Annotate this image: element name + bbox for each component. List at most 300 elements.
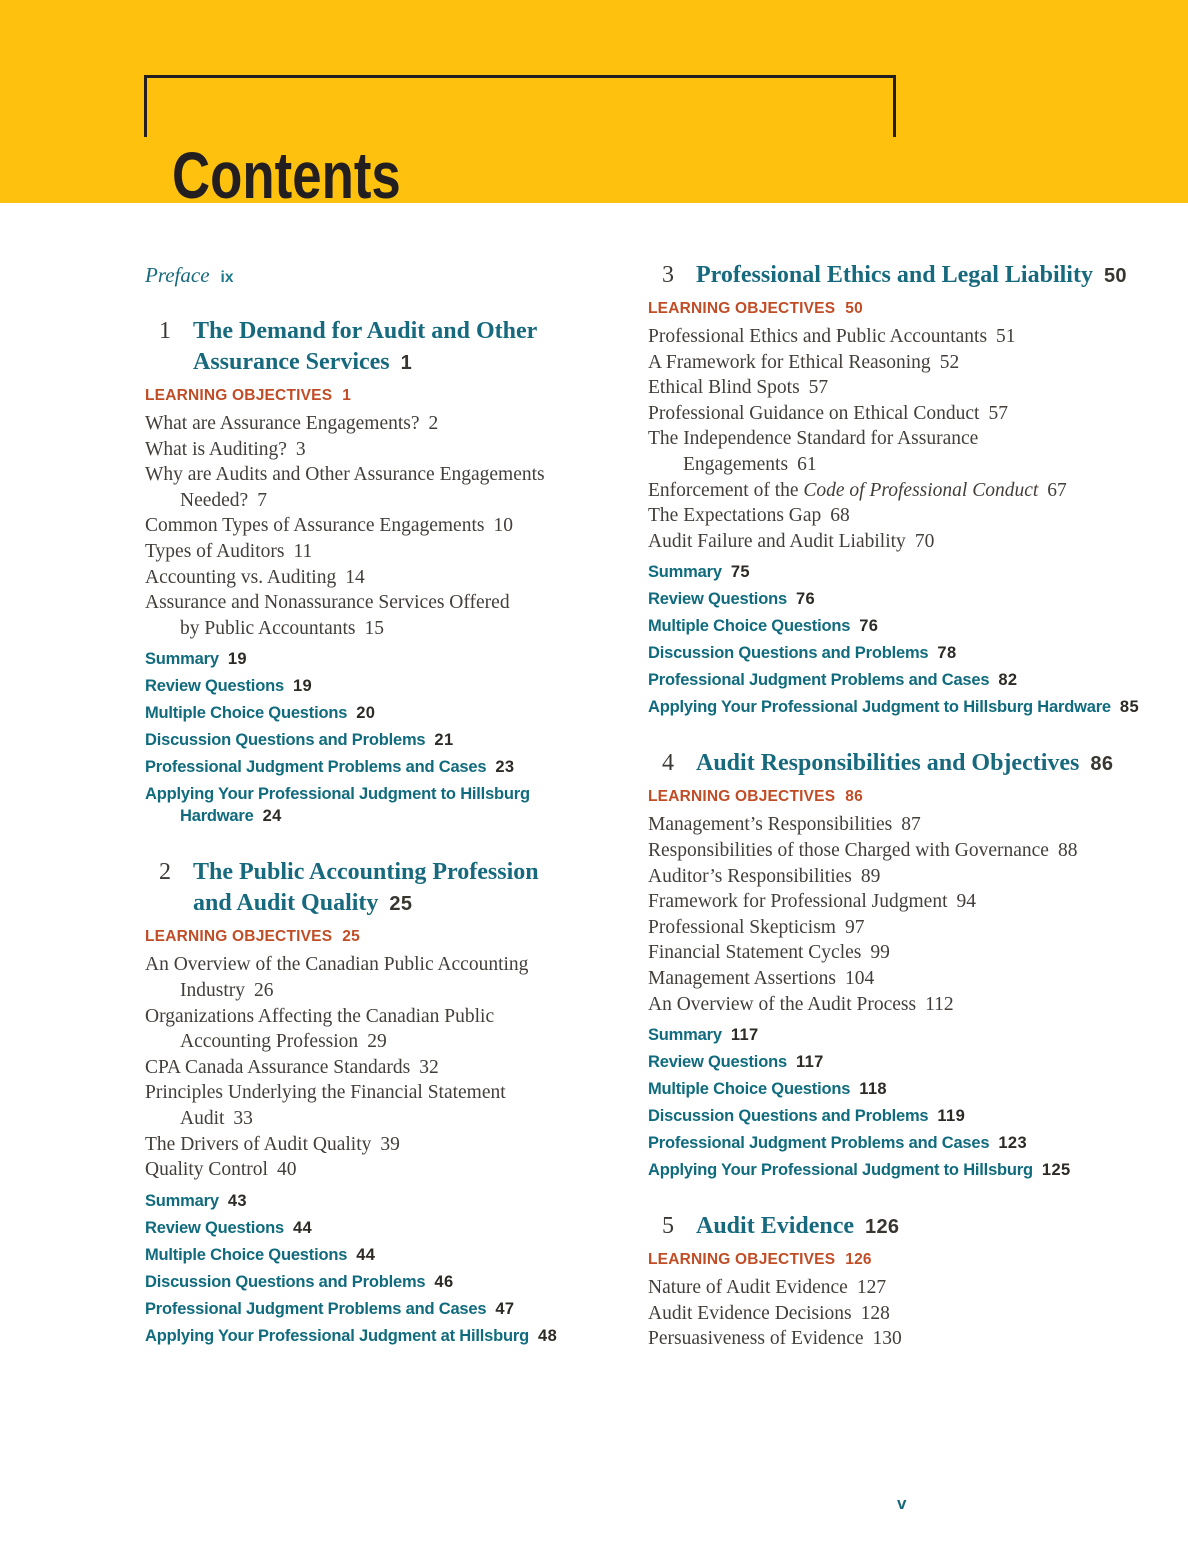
- entry-line: [648, 561, 1140, 583]
- entry-text: Review Questions: [648, 590, 787, 609]
- entry-text: Why are Audits and Other Assurance Engagements: [145, 464, 545, 486]
- entry-line: [145, 1244, 637, 1266]
- entry-text: Audit Failure and Audit Liability: [648, 530, 906, 552]
- entry-line: [648, 1301, 1140, 1327]
- entry-page-number: 130: [872, 1328, 902, 1350]
- entry-text: What is Auditing?: [145, 438, 287, 460]
- entry-line: [648, 503, 1140, 529]
- chapter-title-line: [193, 857, 539, 888]
- toc-column-left: [145, 262, 637, 1352]
- learning-objectives-page: 50: [845, 300, 863, 317]
- entry-page-number: 33: [233, 1107, 253, 1129]
- chapter-title: [696, 748, 1113, 780]
- entry-text: Multiple Choice Questions: [145, 1245, 348, 1264]
- chapter-number: 5: [662, 1213, 674, 1240]
- entry-page-number: 39: [380, 1133, 400, 1155]
- toc-entry: [145, 411, 637, 437]
- entry-page-number: 104: [844, 967, 875, 989]
- chapter-title: [696, 260, 1127, 292]
- chapter-number: 4: [662, 750, 674, 777]
- entry-line: [145, 1080, 637, 1106]
- entry-line: [145, 590, 637, 616]
- toc-entry: [648, 838, 1140, 864]
- entry-text: Hardware: [180, 807, 254, 826]
- entry-line: [145, 648, 637, 670]
- chapter-heading: [648, 1211, 1140, 1243]
- toc-entry: [648, 324, 1140, 350]
- entry-text: Applying Your Professional Judgment to Hillsburg: [145, 785, 530, 804]
- entry-page-number: 128: [860, 1302, 890, 1324]
- end-matter-entry: [648, 1051, 1140, 1073]
- learning-objectives-label: LEARNING OBJECTIVES: [648, 1251, 836, 1269]
- entry-line: [145, 565, 637, 591]
- entry-line: [145, 756, 637, 778]
- toc-entry: [145, 590, 637, 641]
- entry-line: [145, 1106, 637, 1132]
- preface-entry: [145, 262, 637, 291]
- learning-objectives-line: [648, 1250, 1140, 1270]
- entry-text: Framework for Professional Judgment: [648, 891, 948, 913]
- entry-page-number: 76: [795, 590, 816, 609]
- entry-line: [648, 1132, 1140, 1154]
- entry-page-number: 32: [419, 1056, 439, 1078]
- entry-page-number: 29: [367, 1031, 387, 1053]
- entry-page-number: 40: [276, 1159, 297, 1181]
- toc-entry: [648, 889, 1140, 915]
- entry-text: Persuasiveness of Evidence: [648, 1328, 864, 1350]
- entry-line: [648, 1326, 1140, 1352]
- entry-text: Review Questions: [145, 677, 284, 696]
- end-matter-entry: [145, 1244, 637, 1266]
- chapter-title-text: The Demand for Audit and Other: [193, 318, 538, 344]
- entry-text: Audit: [180, 1107, 225, 1129]
- entry-text: Assurance and Nonassurance Services Offered: [145, 592, 510, 614]
- entry-line: [145, 675, 637, 697]
- toc-entry: [648, 426, 1140, 477]
- entry-line: [145, 411, 637, 437]
- entry-line: [648, 1078, 1140, 1100]
- toc-entry: [145, 1004, 637, 1055]
- toc-entry: [145, 1055, 637, 1081]
- entry-line: [145, 513, 637, 539]
- learning-objectives-page: 25: [342, 928, 360, 946]
- entry-line: [145, 1055, 637, 1081]
- end-matter-entry: [145, 1325, 637, 1347]
- entry-text: What are Assurance Engagements?: [145, 413, 420, 434]
- learning-objectives-page: 86: [845, 788, 863, 806]
- learning-objectives-page: 126: [845, 1251, 872, 1269]
- entry-page-number: 89: [860, 865, 881, 887]
- entry-page-number: 48: [538, 1326, 558, 1345]
- entry-text: Industry: [180, 979, 245, 1001]
- chapter-title-text: Professional Ethics and Legal Liability: [696, 262, 1093, 288]
- entry-text: Discussion Questions and Problems: [145, 731, 426, 750]
- entry-line: [145, 1271, 637, 1293]
- entry-text: Accounting vs. Auditing: [145, 566, 337, 588]
- entry-text: The Drivers of Audit Quality: [145, 1133, 372, 1155]
- entry-page-number: 2: [428, 413, 439, 434]
- learning-objectives-page: 1: [342, 387, 352, 404]
- end-matter-entry: [145, 1298, 637, 1320]
- toc-entry: [648, 1275, 1140, 1301]
- toc-entry: [145, 437, 637, 463]
- learning-objectives-label: LEARNING OBJECTIVES: [648, 788, 836, 806]
- entry-text: Audit Evidence Decisions: [648, 1302, 852, 1324]
- chapter-title-line: [193, 347, 537, 379]
- entry-line: [145, 539, 637, 565]
- chapter-title-text: Assurance Services: [193, 349, 390, 375]
- entry-text: Summary: [648, 1026, 722, 1045]
- entry-text: Summary: [648, 563, 722, 582]
- entry-page-number: 11: [293, 540, 313, 562]
- toc-entry: [648, 864, 1140, 890]
- entry-text: Accounting Profession: [180, 1031, 359, 1053]
- end-matter-entry: [648, 1105, 1140, 1127]
- toc-entry: [648, 478, 1140, 504]
- entry-text: Enforcement of the: [648, 479, 804, 501]
- entry-page-number: 46: [434, 1272, 454, 1291]
- entry-text: Financial Statement Cycles: [648, 942, 862, 964]
- entry-text: by Public Accountants: [180, 617, 356, 639]
- chapter-title: [696, 1211, 899, 1243]
- entry-line: [145, 1298, 637, 1320]
- toc-entry: [648, 401, 1140, 427]
- entry-text: Professional Judgment Problems and Cases: [648, 671, 990, 690]
- entry-page-number: 24: [262, 807, 282, 826]
- entry-line: [648, 915, 1140, 941]
- entry-text: Organizations Affecting the Canadian Public: [145, 1005, 495, 1027]
- toc-entry: [145, 513, 637, 539]
- entry-text: A Framework for Ethical Reasoning: [648, 351, 931, 373]
- entry-line: [145, 805, 637, 827]
- chapter-title-text: Audit Evidence: [696, 1213, 855, 1240]
- entry-text: The Expectations Gap: [648, 505, 822, 527]
- page-folio: v: [897, 1494, 907, 1513]
- entry-line: [145, 952, 637, 978]
- toc-entry: [145, 462, 637, 513]
- entry-page-number: 3: [295, 438, 306, 460]
- toc-entry: [145, 1132, 637, 1158]
- toc-entry: [648, 503, 1140, 529]
- chapter-title-line: [193, 316, 537, 347]
- entry-line: [648, 324, 1140, 350]
- toc-entry: [648, 915, 1140, 941]
- entry-page-number: 7: [257, 489, 267, 511]
- learning-objectives-label: LEARNING OBJECTIVES: [145, 387, 333, 404]
- preface-page-number: ix: [220, 269, 234, 286]
- entry-page-number: 99: [870, 942, 890, 964]
- entry-page-number: 125: [1041, 1161, 1071, 1180]
- entry-text: Ethical Blind Spots: [648, 377, 800, 399]
- end-matter-entry: [145, 729, 637, 751]
- entry-page-number: 123: [998, 1134, 1028, 1153]
- entry-page-number: 15: [364, 617, 384, 639]
- chapter-title: [193, 316, 537, 379]
- preface-label: Preface: [145, 263, 210, 287]
- entry-page-number: 44: [356, 1245, 376, 1264]
- entry-text: An Overview of the Canadian Public Accounting: [145, 954, 529, 976]
- entry-line: [648, 696, 1140, 718]
- entry-line: [648, 452, 1140, 478]
- entry-page-number: 14: [345, 566, 365, 588]
- entry-text: Management Assertions: [648, 967, 836, 989]
- learning-objectives-line: [145, 386, 637, 406]
- entry-line: [145, 1029, 637, 1055]
- entry-page-number: 52: [939, 351, 960, 373]
- entry-line: [648, 642, 1140, 664]
- entry-page-number: 61: [797, 453, 817, 475]
- entry-line: [145, 462, 637, 488]
- chapter-page-number: 25: [389, 893, 413, 916]
- chapter-title-text: The Public Accounting Profession: [193, 859, 539, 886]
- toc-entry: [145, 1080, 637, 1131]
- toc-entry: [145, 1157, 637, 1183]
- chapter-page-number: 1: [400, 352, 413, 374]
- entry-text: Quality Control: [145, 1159, 268, 1181]
- entry-text: The Independence Standard for Assurance: [648, 428, 979, 450]
- entry-page-number: 88: [1057, 839, 1078, 861]
- learning-objectives-line: [648, 299, 1140, 319]
- entry-line: [648, 615, 1140, 637]
- entry-line: [145, 1325, 637, 1347]
- end-matter-entry: [648, 588, 1140, 610]
- entry-page-number: 47: [495, 1299, 515, 1318]
- chapter-page-number: 50: [1103, 265, 1127, 287]
- entry-line: [648, 375, 1140, 401]
- entry-page-number: 26: [254, 979, 274, 1001]
- toc-entry: [145, 565, 637, 591]
- entry-page-number: 118: [859, 1080, 888, 1099]
- end-matter-entry: [145, 702, 637, 724]
- entry-line: [648, 1024, 1140, 1046]
- entry-page-number: 10: [493, 515, 513, 537]
- end-matter-entry: [145, 783, 637, 827]
- entry-page-number: 127: [856, 1277, 887, 1299]
- entry-line: [648, 940, 1140, 966]
- entry-line: [145, 1157, 637, 1183]
- entry-text: Summary: [145, 650, 219, 669]
- entry-text: Professional Guidance on Ethical Conduct: [648, 402, 980, 424]
- end-matter-entry: [648, 1078, 1140, 1100]
- chapter-title: [193, 857, 539, 920]
- entry-text: Discussion Questions and Problems: [145, 1272, 426, 1291]
- entry-line: [145, 729, 637, 751]
- chapter-section: [648, 748, 1140, 1181]
- chapter-section: [145, 857, 637, 1346]
- chapter-heading: [648, 260, 1140, 292]
- chapter-title-text: Audit Responsibilities and Objectives: [696, 750, 1080, 777]
- end-matter-entry: [145, 756, 637, 778]
- toc-entry: [648, 375, 1140, 401]
- entry-line: [145, 783, 637, 805]
- entry-text: Needed?: [180, 489, 249, 511]
- entry-line: [648, 889, 1140, 915]
- entry-line: [145, 1217, 637, 1239]
- toc-entry: [145, 539, 637, 565]
- entry-line: [648, 401, 1140, 427]
- entry-page-number: 117: [730, 1026, 759, 1045]
- entry-line: [145, 1132, 637, 1158]
- chapter-section: [145, 316, 637, 827]
- toc-entry: [648, 350, 1140, 376]
- chapter-number: 1: [159, 318, 171, 344]
- entry-text: Applying Your Professional Judgment at Hillsburg: [145, 1326, 529, 1345]
- entry-text: Types of Auditors: [145, 540, 285, 562]
- entry-page-number: 94: [956, 891, 976, 913]
- entry-line: [648, 426, 1140, 452]
- entry-line: [648, 1159, 1140, 1181]
- entry-line: [145, 488, 637, 514]
- entry-line: [648, 1105, 1140, 1127]
- entry-text: Review Questions: [145, 1218, 284, 1237]
- entry-text: Review Questions: [648, 1053, 787, 1072]
- entry-page-number: 67: [1047, 479, 1067, 501]
- end-matter-entry: [145, 675, 637, 697]
- entry-page-number: 23: [495, 758, 515, 777]
- entry-text: Discussion Questions and Problems: [648, 1107, 929, 1126]
- entry-page-number: 70: [914, 530, 935, 552]
- entry-page-number: 20: [356, 704, 376, 723]
- learning-objectives-line: [145, 927, 637, 947]
- entry-line: [648, 350, 1140, 376]
- entry-page-number: 87: [901, 814, 921, 836]
- end-matter-entry: [648, 615, 1140, 637]
- chapter-title-line: [696, 748, 1113, 780]
- entry-page-number: 97: [844, 916, 865, 938]
- chapter-title-line: [193, 888, 539, 920]
- entry-line: [648, 966, 1140, 992]
- entry-text: Multiple Choice Questions: [145, 704, 348, 723]
- end-matter-entry: [648, 1024, 1140, 1046]
- entry-page-number: 19: [227, 650, 247, 669]
- entry-text: Engagements: [683, 453, 789, 475]
- entry-page-number: 82: [998, 671, 1018, 690]
- entry-line: [648, 478, 1140, 504]
- entry-text: Professional Skepticism: [648, 916, 836, 938]
- toc-entry: [648, 940, 1140, 966]
- entry-text: Applying Your Professional Judgment to Hillsburg: [648, 1161, 1033, 1180]
- entry-text: Common Types of Assurance Engagements: [145, 515, 485, 537]
- learning-objectives-label: LEARNING OBJECTIVES: [145, 928, 333, 946]
- toc-entry: [648, 812, 1140, 838]
- end-matter-entry: [145, 1190, 637, 1212]
- entry-text: Professional Ethics and Public Accountants: [648, 326, 988, 347]
- entry-line: [145, 702, 637, 724]
- entry-page-number: 85: [1119, 698, 1140, 717]
- entry-italic-text: Code of Professional Conduct: [803, 479, 1039, 501]
- entry-text: CPA Canada Assurance Standards: [145, 1056, 411, 1078]
- toc-column-right: [648, 260, 1140, 1352]
- entry-page-number: 43: [227, 1191, 247, 1210]
- chapter-heading: [145, 316, 637, 379]
- chapter-number: 2: [159, 859, 171, 886]
- chapter-number: 3: [662, 262, 674, 288]
- entry-text: Professional Judgment Problems and Cases: [145, 758, 487, 777]
- entry-text: Responsibilities of those Charged with Governance: [648, 839, 1049, 861]
- end-matter-entry: [145, 648, 637, 670]
- entry-page-number: 57: [988, 402, 1008, 424]
- entry-line: [648, 529, 1140, 555]
- entry-text: Discussion Questions and Problems: [648, 644, 929, 663]
- entry-page-number: 51: [996, 326, 1016, 347]
- entry-line: [648, 588, 1140, 610]
- learning-objectives-label: LEARNING OBJECTIVES: [648, 300, 836, 317]
- toc-entry: [648, 1301, 1140, 1327]
- entry-text: Applying Your Professional Judgment to Hillsburg Hardware: [648, 698, 1111, 717]
- entry-line: [648, 669, 1140, 691]
- entry-page-number: 21: [434, 731, 454, 750]
- chapter-title-line: [696, 260, 1127, 292]
- entry-text: Nature of Audit Evidence: [648, 1277, 848, 1299]
- chapter-section: [648, 260, 1140, 718]
- entry-text: Principles Underlying the Financial Statement: [145, 1082, 506, 1104]
- entry-page-number: 75: [730, 563, 750, 582]
- entry-text: Multiple Choice Questions: [648, 1080, 851, 1099]
- entry-line: [145, 616, 637, 642]
- title-frame: [144, 75, 896, 137]
- page-title: Contents: [172, 138, 401, 212]
- entry-text: Management’s Responsibilities: [648, 814, 893, 836]
- toc-entry: [648, 529, 1140, 555]
- entry-line: [648, 1051, 1140, 1073]
- chapter-title-line: [696, 1211, 899, 1243]
- entry-line: [648, 864, 1140, 890]
- end-matter-entry: [648, 1132, 1140, 1154]
- entry-line: [648, 1275, 1140, 1301]
- end-matter-entry: [145, 1217, 637, 1239]
- toc-entry: [145, 952, 637, 1003]
- entry-text: Professional Judgment Problems and Cases: [648, 1134, 990, 1153]
- entry-text: Professional Judgment Problems and Cases: [145, 1299, 487, 1318]
- entry-line: [145, 978, 637, 1004]
- chapter-heading: [648, 748, 1140, 780]
- toc-entry: [648, 992, 1140, 1018]
- entry-page-number: 117: [795, 1053, 824, 1072]
- entry-page-number: 119: [937, 1107, 966, 1126]
- entry-page-number: 57: [808, 377, 829, 399]
- entry-page-number: 112: [925, 993, 954, 1015]
- end-matter-entry: [648, 642, 1140, 664]
- chapter-heading: [145, 857, 637, 920]
- entry-line: [145, 1190, 637, 1212]
- entry-line: [145, 437, 637, 463]
- entry-page-number: 76: [859, 617, 879, 636]
- toc-entry: [648, 1326, 1140, 1352]
- end-matter-entry: [648, 696, 1140, 718]
- chapter-title-text: and Audit Quality: [193, 890, 379, 917]
- end-matter-entry: [648, 669, 1140, 691]
- chapter-section: [648, 1211, 1140, 1352]
- entry-text: An Overview of the Audit Process: [648, 993, 917, 1015]
- toc-entry: [648, 966, 1140, 992]
- entry-line: [648, 838, 1140, 864]
- entry-page-number: 68: [830, 505, 850, 527]
- end-matter-entry: [648, 561, 1140, 583]
- learning-objectives-line: [648, 787, 1140, 807]
- entry-line: [648, 812, 1140, 838]
- entry-line: [145, 1004, 637, 1030]
- entry-line: [648, 992, 1140, 1018]
- entry-page-number: 44: [292, 1218, 313, 1237]
- entry-text: Multiple Choice Questions: [648, 617, 851, 636]
- end-matter-entry: [648, 1159, 1140, 1181]
- entry-text: Auditor’s Responsibilities: [648, 865, 852, 887]
- entry-text: Summary: [145, 1191, 219, 1210]
- chapter-page-number: 126: [865, 1216, 900, 1239]
- end-matter-entry: [145, 1271, 637, 1293]
- chapter-page-number: 86: [1090, 753, 1114, 776]
- entry-page-number: 19: [292, 677, 313, 696]
